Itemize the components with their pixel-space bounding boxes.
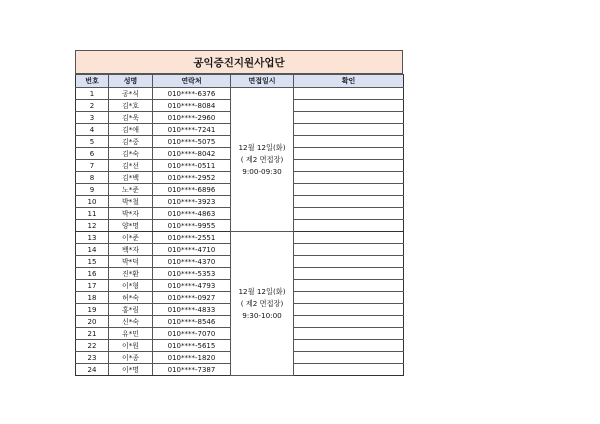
applicant-name: 김*호: [109, 100, 153, 112]
row-number: 2: [76, 100, 109, 112]
applicant-phone: 010****-0927: [153, 292, 231, 304]
confirm-cell: [294, 148, 404, 160]
confirm-cell: [294, 184, 404, 196]
row-number: 19: [76, 304, 109, 316]
applicant-name: 김*욱: [109, 112, 153, 124]
header-num: 번호: [76, 75, 109, 88]
applicant-name: 유*민: [109, 328, 153, 340]
applicant-name: 이*형: [109, 280, 153, 292]
schedule-time: 9:30-10:00: [242, 310, 282, 320]
confirm-cell: [294, 292, 404, 304]
header-phone: 연락처: [153, 75, 231, 88]
applicant-name: 허*숙: [109, 292, 153, 304]
row-number: 3: [76, 112, 109, 124]
row-number: 12: [76, 220, 109, 232]
confirm-cell: [294, 328, 404, 340]
row-number: 22: [76, 340, 109, 352]
applicant-phone: 010****-4863: [153, 208, 231, 220]
confirm-cell: [294, 304, 404, 316]
applicant-phone: 010****-4710: [153, 244, 231, 256]
row-number: 23: [76, 352, 109, 364]
confirm-cell: [294, 112, 404, 124]
applicant-phone: 010****-6376: [153, 88, 231, 100]
applicant-phone: 010****-8546: [153, 316, 231, 328]
applicant-phone: 010****-1820: [153, 352, 231, 364]
confirm-cell: [294, 88, 404, 100]
confirm-cell: [294, 136, 404, 148]
applicant-phone: 010****-7070: [153, 328, 231, 340]
interview-schedule-sheet: [75, 50, 403, 376]
row-number: 1: [76, 88, 109, 100]
applicant-phone: 010****-9955: [153, 220, 231, 232]
header-row: [76, 75, 404, 88]
applicant-phone: 010****-7387: [153, 364, 231, 376]
row-number: 14: [76, 244, 109, 256]
confirm-cell: [294, 352, 404, 364]
row-number: 24: [76, 364, 109, 376]
header-confirm: 확인: [294, 75, 404, 88]
interview-schedule-cell: [231, 88, 294, 232]
applicant-phone: 010****-4370: [153, 256, 231, 268]
confirm-cell: [294, 220, 404, 232]
applicant-name: 양*명: [109, 220, 153, 232]
schedule-room: ( 제2 면접장): [240, 298, 284, 308]
row-number: 18: [76, 292, 109, 304]
schedule-time: 9:00-09:30: [242, 166, 282, 176]
confirm-cell: [294, 100, 404, 112]
applicant-name: 신*숙: [109, 316, 153, 328]
confirm-cell: [294, 316, 404, 328]
applicant-name: 백*자: [109, 244, 153, 256]
applicant-name: 김*백: [109, 172, 153, 184]
row-number: 17: [76, 280, 109, 292]
applicant-name: 진*환: [109, 268, 153, 280]
applicant-phone: 010****-5353: [153, 268, 231, 280]
confirm-cell: [294, 160, 404, 172]
sheet-title: 공익증진지원사업단: [75, 50, 403, 74]
confirm-cell: [294, 208, 404, 220]
applicant-phone: 010****-7241: [153, 124, 231, 136]
row-number: 21: [76, 328, 109, 340]
row-number: 8: [76, 172, 109, 184]
applicant-phone: 010****-0511: [153, 160, 231, 172]
applicant-name: 박*자: [109, 208, 153, 220]
interview-schedule-cell: [231, 232, 294, 376]
confirm-cell: [294, 280, 404, 292]
confirm-cell: [294, 196, 404, 208]
applicant-table: [75, 74, 404, 376]
row-number: 7: [76, 160, 109, 172]
applicant-name: 박*덕: [109, 256, 153, 268]
row-number: 6: [76, 148, 109, 160]
confirm-cell: [294, 172, 404, 184]
row-number: 20: [76, 316, 109, 328]
confirm-cell: [294, 340, 404, 352]
table-row: [76, 88, 404, 100]
applicant-phone: 010****-5615: [153, 340, 231, 352]
applicant-name: 이*종: [109, 352, 153, 364]
table-row: [76, 232, 404, 244]
applicant-phone: 010****-2952: [153, 172, 231, 184]
row-number: 10: [76, 196, 109, 208]
row-number: 5: [76, 136, 109, 148]
row-number: 4: [76, 124, 109, 136]
confirm-cell: [294, 256, 404, 268]
row-number: 9: [76, 184, 109, 196]
row-number: 11: [76, 208, 109, 220]
applicant-name: 김*숙: [109, 148, 153, 160]
applicant-phone: 010****-8042: [153, 148, 231, 160]
confirm-cell: [294, 244, 404, 256]
row-number: 16: [76, 268, 109, 280]
schedule-room: ( 제2 면접장): [240, 154, 284, 164]
applicant-name: 김*중: [109, 136, 153, 148]
applicant-name: 공*식: [109, 88, 153, 100]
confirm-cell: [294, 364, 404, 376]
schedule-date: 12월 12일(화): [238, 142, 286, 152]
applicant-phone: 010****-4833: [153, 304, 231, 316]
applicant-name: 이*준: [109, 232, 153, 244]
confirm-cell: [294, 232, 404, 244]
header-schedule: 면접일시: [231, 75, 294, 88]
applicant-name: 김*애: [109, 124, 153, 136]
schedule-date: 12월 12일(화): [238, 286, 286, 296]
applicant-phone: 010****-8084: [153, 100, 231, 112]
applicant-name: 노*준: [109, 184, 153, 196]
applicant-phone: 010****-4793: [153, 280, 231, 292]
applicant-name: 박*철: [109, 196, 153, 208]
applicant-phone: 010****-5075: [153, 136, 231, 148]
confirm-cell: [294, 268, 404, 280]
applicant-name: 김*선: [109, 160, 153, 172]
applicant-phone: 010****-2551: [153, 232, 231, 244]
header-name: 성명: [109, 75, 153, 88]
applicant-phone: 010****-2960: [153, 112, 231, 124]
applicant-phone: 010****-6896: [153, 184, 231, 196]
row-number: 13: [76, 232, 109, 244]
confirm-cell: [294, 124, 404, 136]
applicant-name: 이*원: [109, 340, 153, 352]
applicant-name: 이*명: [109, 364, 153, 376]
applicant-phone: 010****-3923: [153, 196, 231, 208]
applicant-name: 홍*림: [109, 304, 153, 316]
row-number: 15: [76, 256, 109, 268]
